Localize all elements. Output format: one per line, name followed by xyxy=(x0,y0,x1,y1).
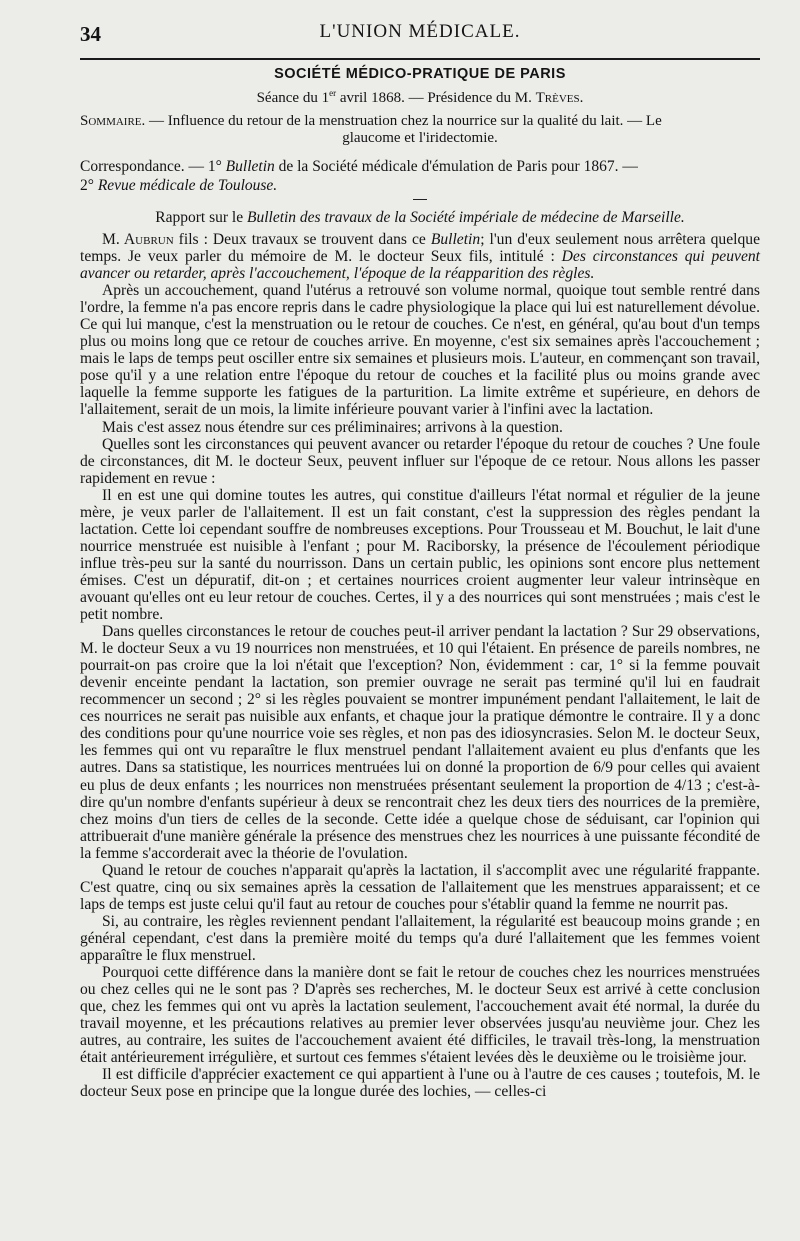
intro-paragraph xyxy=(80,231,760,282)
paragraph: Après un accouchement, quand l'utérus a retrouvé son volume normal, quoique tout semble rentré dans l'ordre, la femme n'a pas encore repris dans le cadre physiologique la place qui lui est naturellement dévolue. Ce qui lui manque, c'est la menstruation ou le retour de couches. Ce n'est, en général, qu'au bout d'un temps plus ou moins long que ce retour de couches arrive. En moyenne, c'est six semaines après l'accouchement ; mais le laps de temps peut osciller entre six semaines et plusieurs mois. L'auteur, en commençant son travail, pose qu'il y a une relation entre l'époque du retour de couches et la facilité plus ou moins grande avec laquelle la femme supporte les fatigues de la parturition. La limite extrême et supérieure, en dehors de l'allaitement, serait de un mois, la limite inférieure pouvant varier à l'infini avec la lactation. xyxy=(80,282,760,419)
intro-bulletin: Bulletin xyxy=(430,231,481,248)
summary xyxy=(80,113,760,147)
paragraph: Quelles sont les circonstances qui peuvent avancer ou retarder l'époque du retour de couches ? Une foule de circonstances, dit M. le docteur Seux, peuvent influer sur l'époque de ce retour. Nous allons les passer rapidement en revue : xyxy=(80,435,760,487)
header-rule xyxy=(80,58,760,60)
paragraph: Il en est une qui domine toutes les autres, qui constitue d'ailleurs l'état normal et régulier de la jeune mère, je veux parler de l'allaitement. Il est un fait constant, c'est la suppression des règles pendant la lactation. Cette loi cependant souffre de nombreuses exceptions. Pour Trousseau et M. Bouchut, le lait d'une nourrice menstruée est nuisible à l'enfant ; pour M. Raciborsky, la présence de l'écoulement périodique influe très-peu sur la santé du nourrisson. Dans un certain public, les opinions sont encore plus nettement émises. C'est un dépuratif, dit-on ; et certaines nourrices croient augmenter leur valeur intrinsèque en avouant qu'elles ont eu leur retour de couches. Certes, il y a des nourrices qui sont menstruées ; mais c'est le petit nombre. xyxy=(80,486,760,624)
running-title: L'UNION MÉDICALE. xyxy=(319,21,521,42)
session-end: . xyxy=(579,90,584,106)
page-header xyxy=(80,18,760,48)
article-body xyxy=(80,231,760,1100)
rapport-lead: Rapport sur le xyxy=(155,209,247,226)
rapport-title: Bulletin des travaux de la Société impériale de médecine de Marseille. xyxy=(246,209,685,226)
session-line xyxy=(80,88,760,107)
paragraph: Quand le retour de couches n'apparait qu'après la lactation, il s'accomplit avec une régularité frappante. C'est quatre, cinq ou six semaines après la cessation de l'allaitement que les menstrues apparaissent; et ce laps de temps est juste celui qu'il faut au retour de couches pour s'établir quand la femme ne nourrit pas. xyxy=(80,861,760,913)
paragraph: Mais c'est assez nous étendre sur ces préliminaires; arrivons à la question. xyxy=(102,418,563,436)
session-middle: avril 1868. — Présidence du M. xyxy=(336,90,536,106)
intro-title: Des circonstances qui peuvent avancer ou retarder, après l'accouchement, l'époque de la réapparition des règles. xyxy=(80,248,760,283)
paragraph: Si, au contraire, les règles reviennent pendant l'allaitement, la régularité est beaucoup moins grande ; en général cependant, c'est dans la première moité du temps qu'a duré l'allaitement que les femmes voient apparaître le flux menstruel. xyxy=(80,912,760,964)
correspondence-item2: Revue médicale de Toulouse. xyxy=(97,177,278,194)
page-number: 34 xyxy=(80,22,101,46)
paragraph: Dans quelles circonstances le retour de couches peut-il arriver pendant la lactation ? Sur 29 observations, M. le docteur Seux a vu 19 nourrices non menstruées, et 10 qui l'étaient. En présence de pareils nombres, ne pourrait-on pas croire que la loi n'était que l'exception? Non, évidemment : car, 1° si la femme pouvait devenir enceinte pendant la lactation, son premier ouvrage ne serait pas terminé qu'il lui en faudrait recommencer un second ; 2° si les règles pouvaient se montrer impunément pendant l'allaitement, le lait de ces nourrices ne serait pas nuisible aux enfants, et chaque jour la pratique démontre le contraire. Il y a donc des conditions pour qu'une nourrice voie ses règles, et non pas des idiosyncrasies. Selon M. le docteur Seux, les femmes qui ont vu reparaître le flux menstruel pendant l'allaitement avaient eu plus d'enfants que les autres. Dans sa statistique, les nourrices mentruées lui on donné la proportion de 6/9 pour celles qui avaient eu plus de deux enfants ; les nourrices non menstruées présentant seulement la proportion de 4/13 ; c'est-à-dire qu'un nombre d'enfants supérieur à deux se rencontrait chez les deux tiers des nourrices de la première, chez moins d'un tiers de celles de la seconde. Cette idée a quelque chose de séduisant, car l'opinion qui attribuerait d'une manière générale la présence des menstrues chez les nourrices à une puissante fécondité de la femme s'accorderait avec la théorie de l'ovulation. xyxy=(80,623,760,862)
correspondence-lead: Correspondance. — 1° xyxy=(80,158,226,175)
intro-speaker: M. Aubrun xyxy=(102,231,174,248)
session-date-prefix: Séance du 1 xyxy=(256,90,330,106)
rapport-heading xyxy=(80,208,760,227)
society-heading: SOCIÉTÉ MÉDICO-PRATIQUE DE PARIS xyxy=(274,66,566,82)
paragraph: Il est difficile d'apprécier exactement ce qui appartient à l'une ou à l'autre de ces causes ; toutefois, M. le docteur Seux pose en principe que la longue durée des lochies, — celles-ci xyxy=(80,1066,760,1101)
section-divider xyxy=(413,199,427,200)
correspondence-item1: Bulletin xyxy=(225,158,275,175)
summary-label: Sommaire. xyxy=(80,113,146,129)
correspondence-item1-rest: de la Société médicale d'émulation de Paris pour 1867. — xyxy=(274,158,638,175)
intro-text1: fils : Deux travaux se trouvent dans ce xyxy=(173,231,431,248)
session-president: Trèves xyxy=(535,90,580,106)
summary-line2: glaucome et l'iridectomie. xyxy=(342,130,498,146)
summary-line1: — Influence du retour de la menstruation chez la nourrice sur la qualité du lait. — Le xyxy=(145,113,662,129)
intro-text2: ; l'un d'eux seulement nous arrêtera quelque temps. Je veux parler du mémoire de M. le docteur Seux fils, intitulé : xyxy=(80,231,760,266)
correspondence xyxy=(80,157,760,195)
session-date-sup: er xyxy=(329,88,337,98)
correspondence-num2: 2° xyxy=(80,177,98,194)
paragraph: Pourquoi cette différence dans la manière dont se fait le retour de couches chez les nourrices menstruées ou chez celles qui ne le sont pas ? D'après ses recherches, M. le docteur Seux est arrivé à cette conclusion que, chez les femmes qui ont vu après la lactation seulement, l'accouchement avait été normal, la durée du travail moyenne, et les précautions relatives au premier lever observées jusqu'au neuvième jour. Chez les autres, au contraire, les suites de l'accouchement avaient été difficiles, le travail très-long, la menstruation était antérieurement irrégulière, et surtout ces femmes s'étaient levées dès le deuxième ou le troisième jour. xyxy=(80,964,760,1067)
